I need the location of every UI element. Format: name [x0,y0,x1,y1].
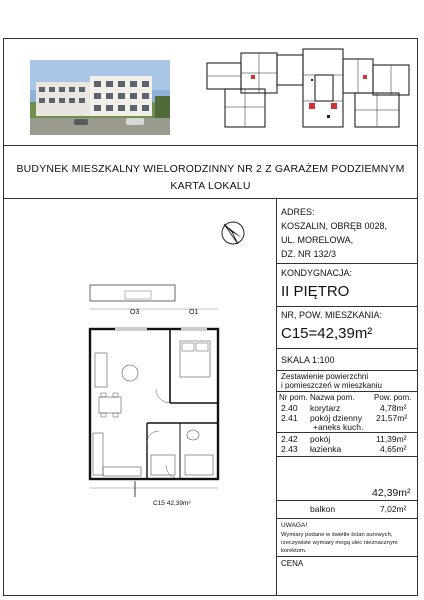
room-nr: 2.43 [281,444,298,454]
north-arrow-icon [218,218,248,248]
floor-value: II PIĘTRO [281,283,350,300]
divider [276,500,418,501]
room-name: łazienka [310,444,342,454]
room-name: korytarz [310,403,341,413]
divider [276,432,418,433]
price-label: CENA [281,559,304,568]
divider [3,145,418,146]
room-nr: 2.42 [281,434,298,444]
window-label-o3: O3 [130,309,140,316]
divider [276,556,418,557]
building-title: BUDYNEK MIESZKALNY WIELORODZINNY NR 2 Z GARAŻEM PODZIEMNYM [16,163,405,175]
table-header-nr: Nr pom. [279,393,308,402]
room-area: 11,39m² [376,434,407,444]
room-area: 4,65m² [380,444,407,454]
card-title: KARTA LOKALU [170,180,251,192]
room-nr: 2.40 [281,403,298,413]
address-line-1: KOSZALIN, OBRĘB 0028, [281,221,388,231]
rooms-table-title-1: Zestawienie powierzchni [281,372,369,381]
address-label: ADRES: [281,207,315,217]
divider [276,518,418,519]
rooms-table-title-2: i pomieszczeń w mieszkaniu [281,381,382,390]
room-name: pokój [310,434,331,444]
divider [276,370,418,371]
address-line-2: UL. MORELOWA, [281,235,354,245]
room-area: 21,57m² [376,413,408,423]
divider [276,306,418,307]
balcony-label: balkon [310,504,336,514]
unit-plan-label: C15 42,39m² [153,500,191,507]
notes-text: Wymiary podane w świetle ścian surowych, rzeczywiste wymiary mogą ulec nieznacznym korektom. [281,532,398,554]
column-divider [276,198,277,596]
divider [276,456,418,457]
window-label-o1: O1 [189,309,199,316]
divider [276,263,418,264]
table-header-name: Nazwa pom. [310,393,355,402]
divider [276,348,418,349]
address-line-3: DZ. NR 132/3 [281,249,337,259]
apartment-floor-plan [85,283,225,503]
unit-value: C15=42,39m² [281,325,373,342]
room-area: 4,78m² [380,403,407,413]
floor-label: KONDYGNACJA: [281,268,353,278]
room-name: pokój dzienny [310,413,362,423]
scale-label: SKALA 1:100 [281,355,335,365]
divider [276,391,418,392]
total-area: 42,39m² [372,487,411,499]
divider [3,198,418,199]
room-name-2: +aneks kuch. [313,422,364,432]
notes-label: UWAGA! [281,522,308,529]
room-nr: 2.41 [281,413,298,423]
table-header-area: Pow. pom. [374,393,412,402]
unit-label: NR, POW. MIESZKANIA: [281,310,383,320]
balcony-area: 7,02m² [380,504,407,514]
